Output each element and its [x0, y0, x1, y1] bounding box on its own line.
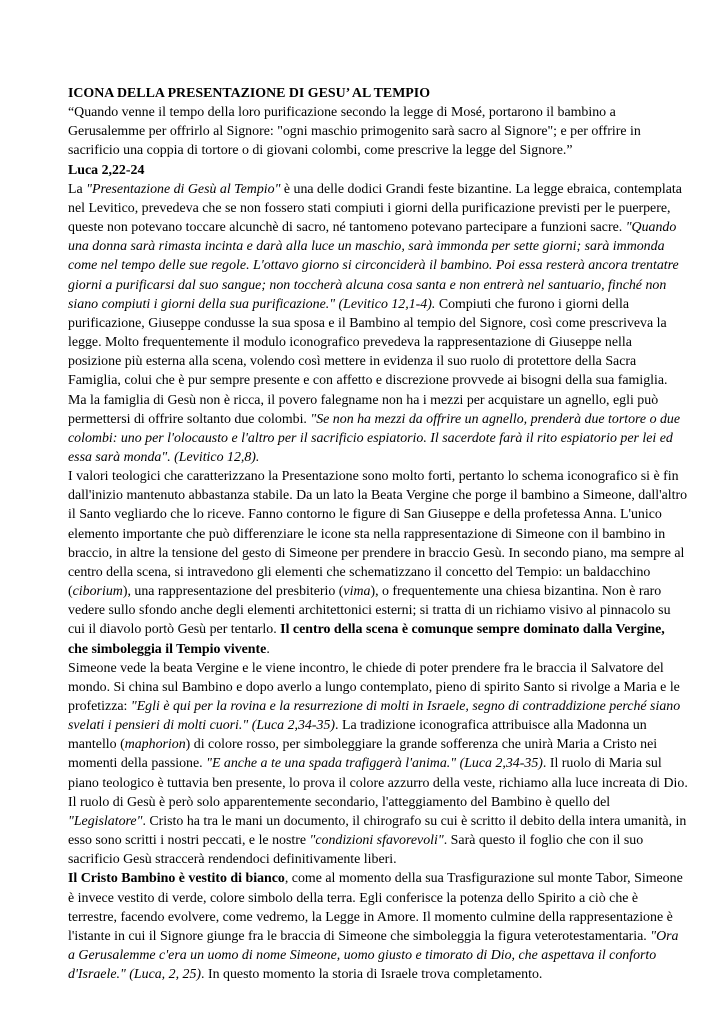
bold-run: Il Cristo Bambino è vestito di bianco — [68, 871, 285, 887]
italic-quote: "Ora a Gerusalemme c'era un uomo di nome Simeone, uomo giusto e timorato di Dio, che aspettava il conforto d'Israele." (Luca, 2, 25) — [68, 928, 679, 983]
text-run: ), o frequentemente una chiesa bizantina. Non è raro vedere sullo sfondo anche degli elementi architettonici esterni; si tratta di un richiamo visivo al pinnacolo su cui il diavolo portò Gesù per tentarlo. — [68, 584, 671, 638]
text-run: . Sarà questo il foglio che con il suo sacrificio Gesù straccerà rendendoci definitivamente liberi. — [68, 833, 644, 868]
opening-quote: “Quando venne il tempo della loro purificazione secondo la legge di Mosé, portarono il bambino a Gerusalemme per offrirlo al Signore: "ogni maschio primogenito sarà sacro al Signore"; e per offrire in sacrificio una coppia di tortore o di giovani colombi, come prescrive la legge del Signore.” — [68, 105, 641, 159]
text-run: . Il ruolo di Maria sul piano teologico è tuttavia ben presente, lo prova il colore azzurro della veste, richiamo alla luce increata di Dio. — [68, 756, 688, 791]
text-run: ), una rappresentazione del presbiterio ( — [122, 584, 344, 600]
text-run: . In questo momento la storia di Israele trova completamento. — [201, 967, 543, 983]
italic-term: ciborium — [72, 584, 123, 600]
italic-quote: "E anche a te una spada trafiggerà l'anima." (Luca 2,34-35) — [206, 756, 543, 772]
italic-term: "Legislatore" — [68, 813, 143, 829]
paragraph-1 — [68, 180, 688, 467]
paragraph-3 — [68, 659, 688, 793]
italic-quote: "Se non ha mezzi da offrire un agnello, prenderà due tortore o due colombi: uno per l'olocausto e l'altro per il sacrificio espiatorio. Il sacerdote farà il rito espiatorio per lei ed essa sarà monda". (Levitico 12,8). — [68, 411, 681, 465]
text-run: I valori teologici che caratterizzano la Presentazione sono molto forti, pertanto lo schema iconografico si è fin dall'inizio mantenuto abbastanza stabile. Da un lato la Beata Vergine che porge il bambino a Simeone, dall'altro il Santo vegliardo che lo riceve. Fanno contorno le figure di San Giuseppe e della profetessa Anna. L'unico elemento importante che può differenziare le icone sta nella rappresentazione di Simeone con il bambino in braccio, in altre la tensione del gesto di Simeone per prendere in braccio Gesù. In secondo piano, ma sempre al centro della scena, si intravedono gli elementi che schematizzano il concetto del Tempio: un baldacchino ( — [68, 469, 688, 600]
document-title: ICONA DELLA PRESENTAZIONE DI GESU’ AL TEMPIO — [68, 86, 431, 101]
text-run: . — [266, 641, 270, 657]
text-run: è una delle dodici Grandi feste bizantine. La legge ebraica, contemplata nel Levitico, prevedeva che se non fossero stati compiuti i giorni della purificazione previsti per le puerpere, queste non potevano toccare alcunchè di sacro, né tantomeno potevano partecipare a funzioni sacre. — [68, 181, 682, 236]
text-run: . La tradizione iconografica attribuisce alla Madonna un mantello ( — [68, 718, 647, 753]
text-run: , come al momento della sua Trasfigurazione sul monte Tabor, Simeone è invece vestito di verde, colore simbolo della terra. Egli conferisce la potenza dello Spirito a ciò che è terrestre, facendo evolvere, come vedremo, la Legge in Amore. Il momento culmine della rappresentazione è l'istante in cui il Signore giunge fra le braccia di Simeone che simboleggia la figura veterotestamentaria. — [68, 871, 683, 944]
text-run: Simeone vede la beata Vergine e le viene incontro, le chiede di poter prendere fra le braccia il Salvatore del mondo. Si china sul Bambino e dopo averlo a lungo contemplato, pieno di spirito Santo si rivolge a Maria e le profetizza: — [68, 660, 680, 714]
italic-quote: "Egli è qui per la rovina e la resurrezione di molti in Israele, segno di contraddizione perché siano svelati i pensieri di molti cuori." (Luca 2,34-35) — [68, 699, 681, 734]
text-run: Compiuti che furono i giorni della purificazione, Giuseppe condusse la sua sposa e il Bambino al tempio del Signore, così come prescriveva la legge. Molto frequentemente il modulo iconografico prevedeva la rappresentazione di Giuseppe nella posizione più esterna alla scena, volendo così mettere in evidenza il suo ruolo di protettore della Sacra Famiglia, colui che è pur sempre presente e con affetto e discrezione provvede ai bisogni della sua famiglia. Ma la famiglia di Gesù non è ricca, il povero falegname non ha i mezzi per acquistare un agnello, egli può permettersi di offrire soltanto due colombi. — [68, 296, 668, 427]
paragraph-2 — [68, 467, 688, 659]
scripture-reference: Luca 2,22-24 — [68, 162, 145, 178]
text-run: ) di colore rosso, per simboleggiare la grande sofferenza che unirà Maria a Cristo nei momenti della passione. — [68, 737, 658, 772]
italic-run: "Presentazione di Gesù al Tempio" — [86, 181, 281, 197]
text-run: Il ruolo di Gesù è però solo apparentemente secondario, l'atteggiamento del Bambino è quello del — [68, 794, 611, 810]
bold-run: Il centro della scena è comunque sempre dominato dalla Vergine, che simboleggia il Tempio vivente — [68, 622, 665, 657]
italic-term: maphorion — [124, 737, 186, 753]
paragraph-4 — [68, 793, 688, 870]
paragraph-5 — [68, 869, 688, 984]
italic-term: "condizioni sfavorevoli" — [309, 833, 444, 849]
italic-quote: "Quando una donna sarà rimasta incinta e darà alla luce un maschio, sarà immonda per sette giorni; sarà immonda come nel tempo delle sue regole. L'ottavo giorno si circonciderà il bambino. Poi essa resterà ancora trentatre giorni a purificarsi dal suo sangue; non toccherà alcuna cosa santa e non entrerà nel santuario, finché non siano compiuti i giorni della sua purificazione." (Levitico 12,1-4). — [68, 220, 679, 312]
document-page — [68, 84, 688, 984]
text-run: La — [68, 181, 87, 197]
text-run: . Cristo ha tra le mani un documento, il chirografo su cui è scritto il debito della intera umanità, in esso sono scritti i nostri peccati, e le nostre — [68, 813, 687, 849]
italic-term: vima — [343, 584, 371, 600]
